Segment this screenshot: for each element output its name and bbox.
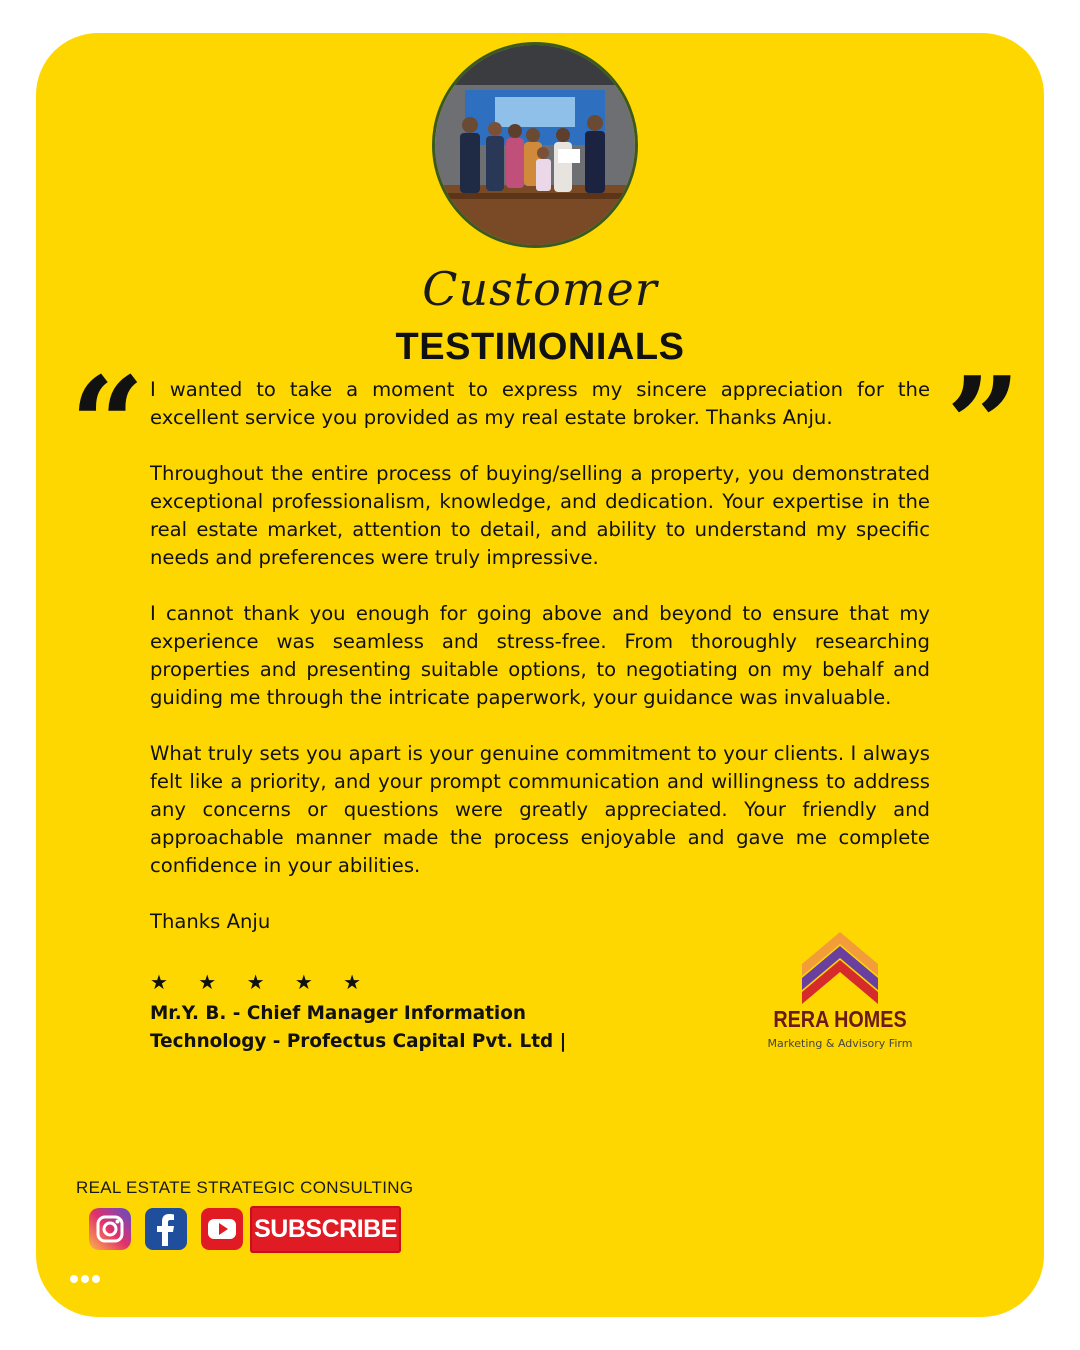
testimonial-signoff: Thanks Anju (150, 910, 271, 933)
instagram-icon[interactable] (89, 1208, 131, 1250)
testimonial-paragraph: What truly sets you apart is your genuine commitment to your clients. I always felt like a priority, and your prompt communication and willingness to address any concerns or questions were greatly appreciated. Your friendly and approachable manner made the process enjoyable and gave me complete confidence in your abilities. (150, 742, 930, 877)
more-dots-icon (70, 1268, 103, 1287)
author-block (150, 1000, 590, 1056)
footer-label: REAL ESTATE STRATEGIC CONSULTING (76, 1178, 414, 1197)
subscribe-button[interactable]: SUBSCRIBE (250, 1206, 401, 1253)
script-subtitle: Customer (422, 262, 658, 316)
brand-name: RERA HOMES (773, 1006, 907, 1032)
open-quote-icon: “ (70, 348, 145, 501)
testimonial-paragraph: I cannot thank you enough for going above and beyond to ensure that my experience was seamless and stress-free. From thoroughly researching properties and presenting suitable options, to negotiating on my behalf and guiding me through the intricate paperwork, your guidance was invaluable. (150, 602, 930, 709)
testimonial-text (150, 376, 930, 964)
star-rating: ★ ★ ★ ★ ★ (150, 970, 374, 994)
customer-photo (432, 42, 638, 248)
author-line: Mr.Y. B. - Chief Manager Information (150, 1003, 526, 1024)
testimonial-paragraph: Throughout the entire process of buying/selling a property, you demonstrated exceptional professionalism, knowledge, and dedication. Your expertise in the real estate market, attention to detail, and ability to understand my specific needs and preferences were truly impressive. (150, 462, 930, 569)
page-title: TESTIMONIALS (395, 326, 685, 368)
brand-tagline: Marketing & Advisory Firm (767, 1037, 913, 1050)
youtube-icon[interactable] (201, 1208, 243, 1250)
testimonial-paragraph: I wanted to take a moment to express my sincere appreciation for the excellent service you provided as my real estate broker. Thanks Anju. (150, 378, 930, 429)
close-quote-icon: ” (946, 348, 1021, 501)
author-line: Technology - Profectus Capital Pvt. Ltd | (150, 1031, 567, 1052)
facebook-icon[interactable] (145, 1208, 187, 1250)
